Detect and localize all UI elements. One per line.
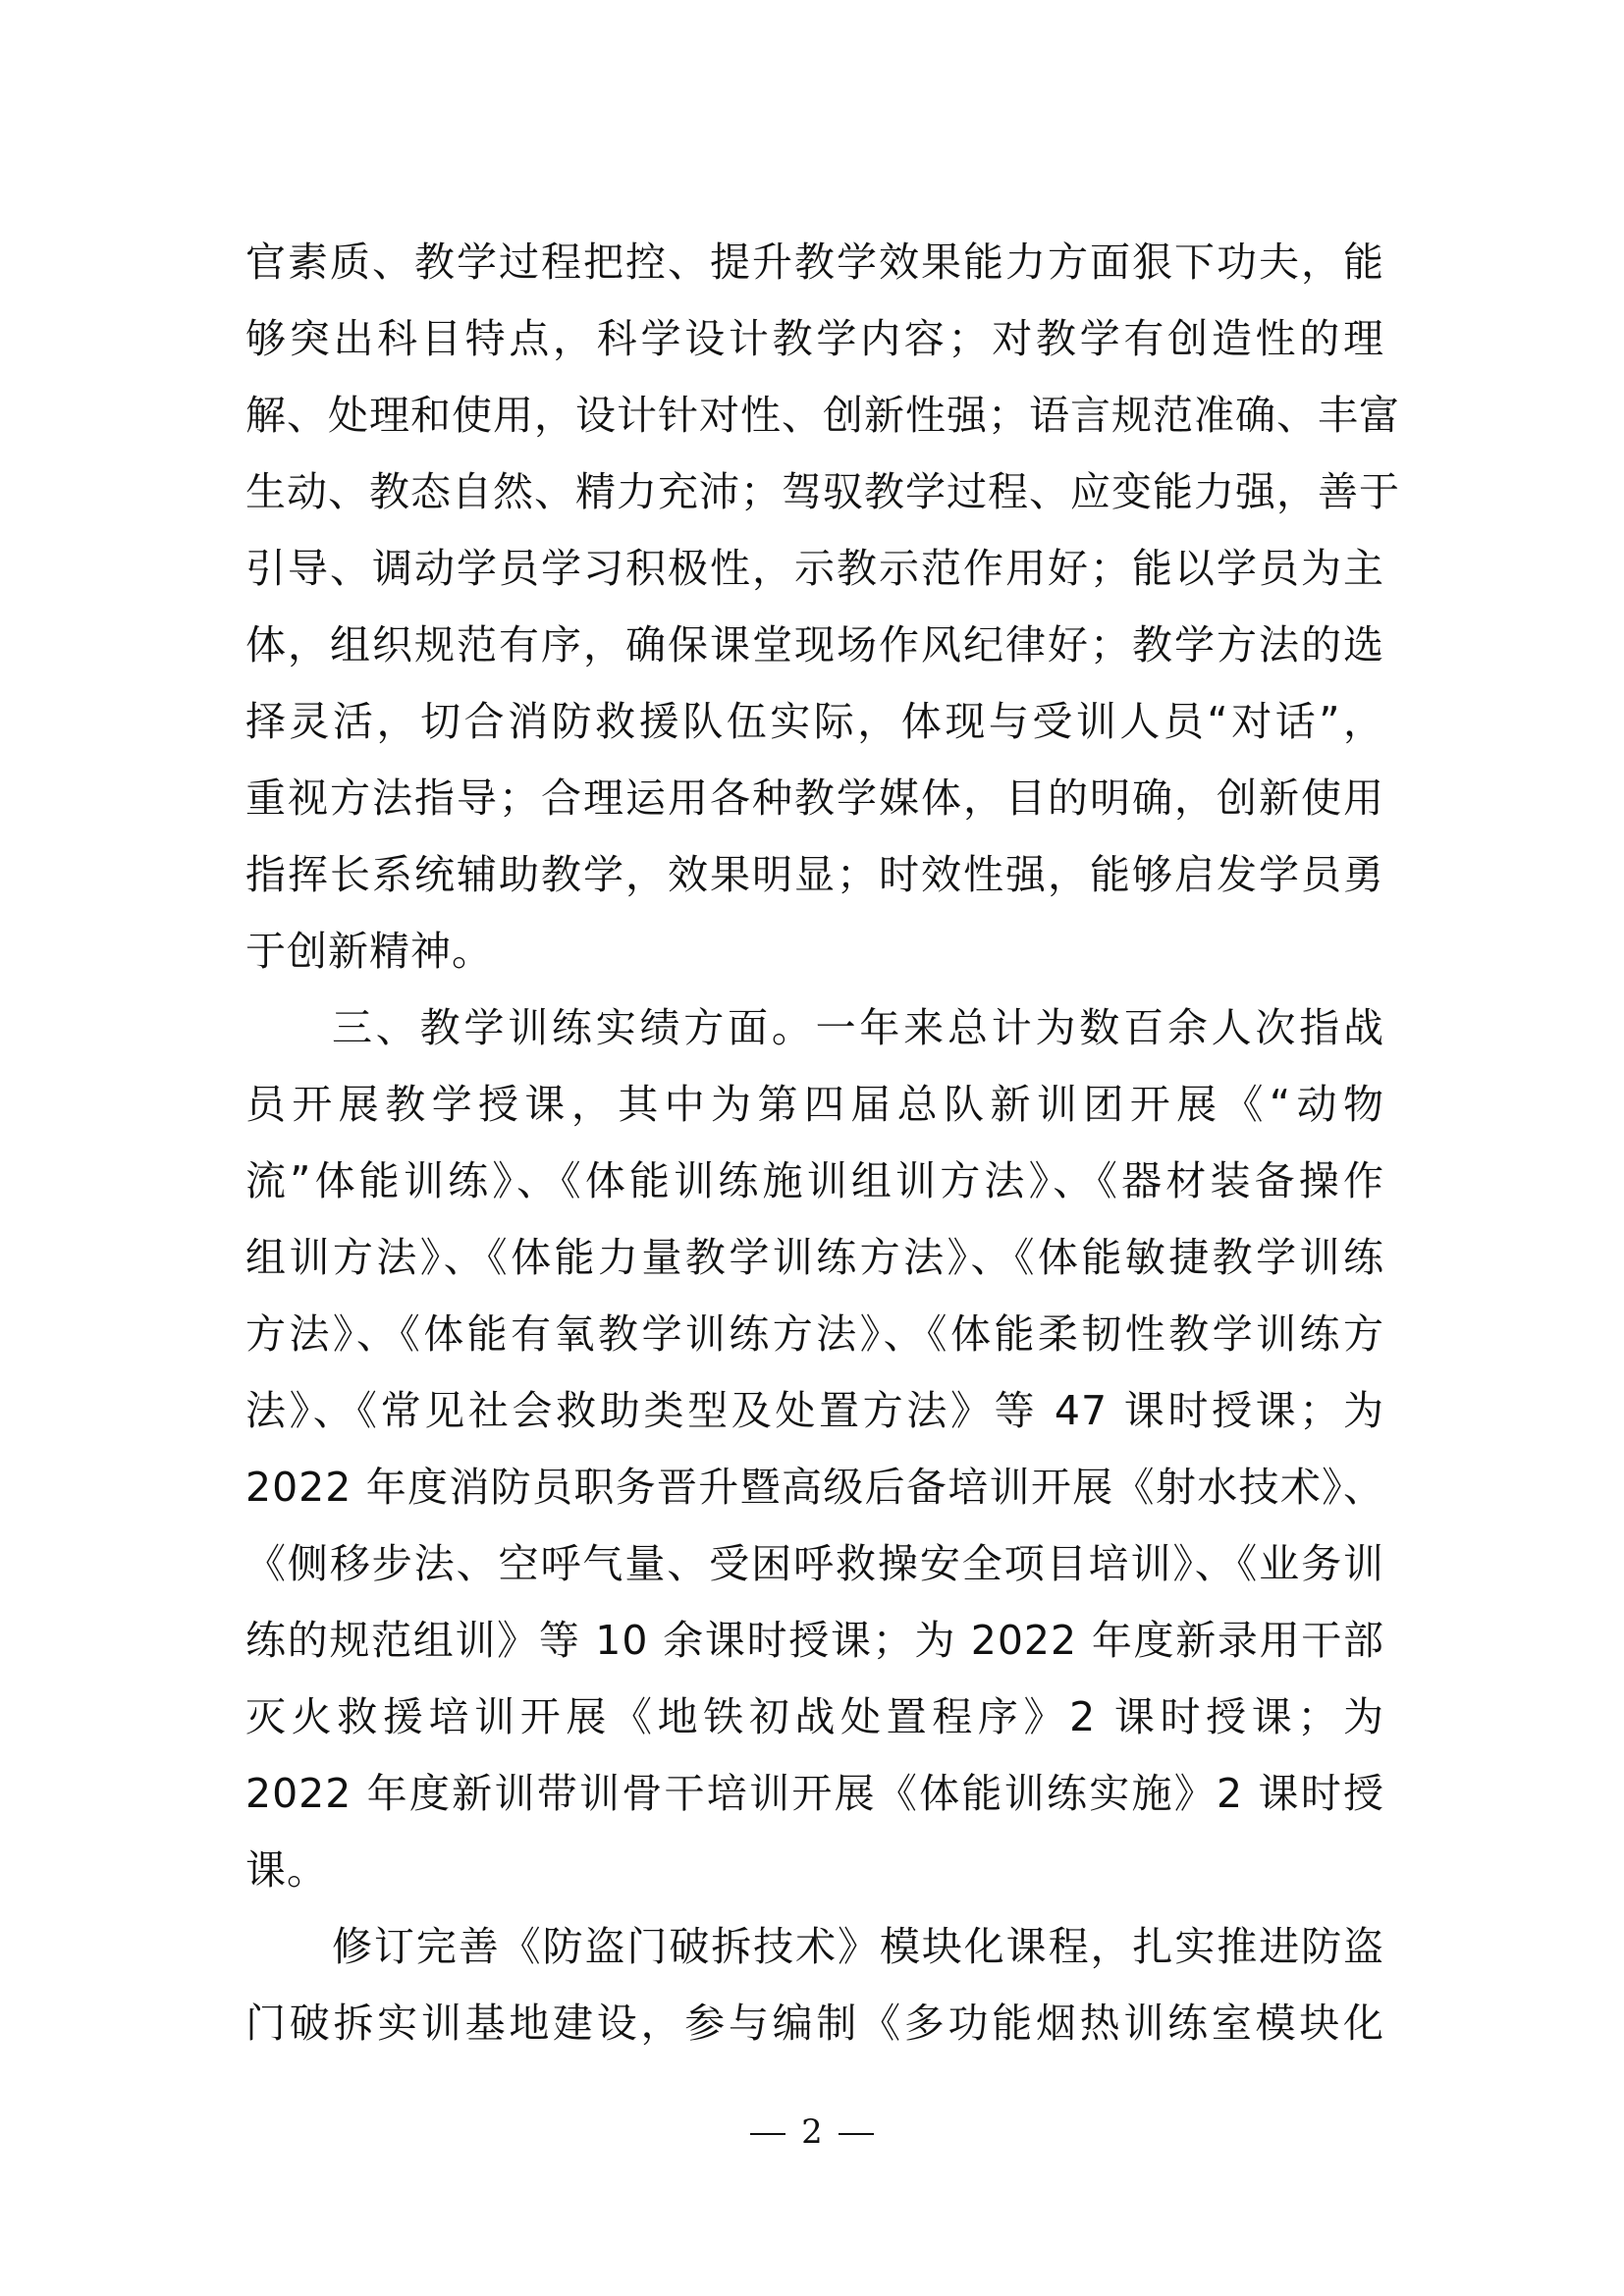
text-line: 2022 年度新训带训骨干培训开展《体能训练实施》2 课时授	[245, 1770, 1384, 1817]
footer-dash-left	[750, 2133, 785, 2135]
text-line: 引导、调动学员学习积极性，示教示范作用好；能以学员为主	[245, 545, 1384, 592]
paragraph-start-line: 三、教学训练实绩方面。一年来总计为数百余人次指战	[332, 1004, 1384, 1051]
text-line: 指挥长系统辅助教学，效果明显；时效性强，能够启发学员勇	[245, 851, 1384, 898]
text-line: 择灵活，切合消防救援队伍实际，体现与受训人员“对话”，	[245, 698, 1384, 745]
text-line: 解、处理和使用，设计针对性、创新性强；语言规范准确、丰富	[245, 392, 1400, 439]
text-line: 练的规范组训》等 10 余课时授课；为 2022 年度新录用干部	[245, 1617, 1384, 1664]
text-line: 灭火救援培训开展《地铁初战处置程序》2 课时授课；为	[245, 1693, 1384, 1740]
text-line: 够突出科目特点，科学设计教学内容；对教学有创造性的理	[245, 315, 1384, 362]
text-line: 官素质、教学过程把控、提升教学效果能力方面狠下功夫，能	[245, 239, 1384, 286]
page-number: 2	[801, 2112, 823, 2152]
text-line: 2022 年度消防员职务晋升暨高级后备培训开展《射水技术》、	[245, 1464, 1384, 1511]
text-line: 体，组织规范有序，确保课堂现场作风纪律好；教学方法的选	[245, 621, 1384, 668]
text-line: 重视方法指导；合理运用各种教学媒体，目的明确，创新使用	[245, 774, 1384, 822]
paragraph-start-line: 修订完善《防盗门破拆技术》模块化课程，扎实推进防盗	[332, 1923, 1384, 1970]
text-line: 生动、教态自然、精力充沛；驾驭教学过程、应变能力强，善于	[245, 468, 1400, 515]
text-line: 《侧移步法、空呼气量、受困呼救操安全项目培训》、《业务训	[245, 1540, 1384, 1587]
text-line: 门破拆实训基地建设，参与编制《多功能烟热训练室模块化	[245, 2000, 1384, 2047]
text-line: 法》、《常见社会救助类型及处置方法》等 47 课时授课；为	[245, 1387, 1384, 1434]
text-line: 员开展教学授课，其中为第四届总队新训团开展《“动物	[245, 1081, 1384, 1128]
footer-dash-right	[839, 2133, 874, 2135]
page-footer	[0, 2112, 1624, 2152]
text-line: 组训方法》、《体能力量教学训练方法》、《体能敏捷教学训练	[245, 1234, 1384, 1281]
text-line: 课。	[245, 1846, 328, 1894]
text-line: 方法》、《体能有氧教学训练方法》、《体能柔韧性教学训练方	[245, 1310, 1384, 1358]
text-line: 于创新精神。	[245, 928, 493, 975]
text-line: 流”体能训练》、《体能训练施训组训方法》、《器材装备操作	[245, 1157, 1384, 1204]
document-body	[245, 224, 1400, 2061]
